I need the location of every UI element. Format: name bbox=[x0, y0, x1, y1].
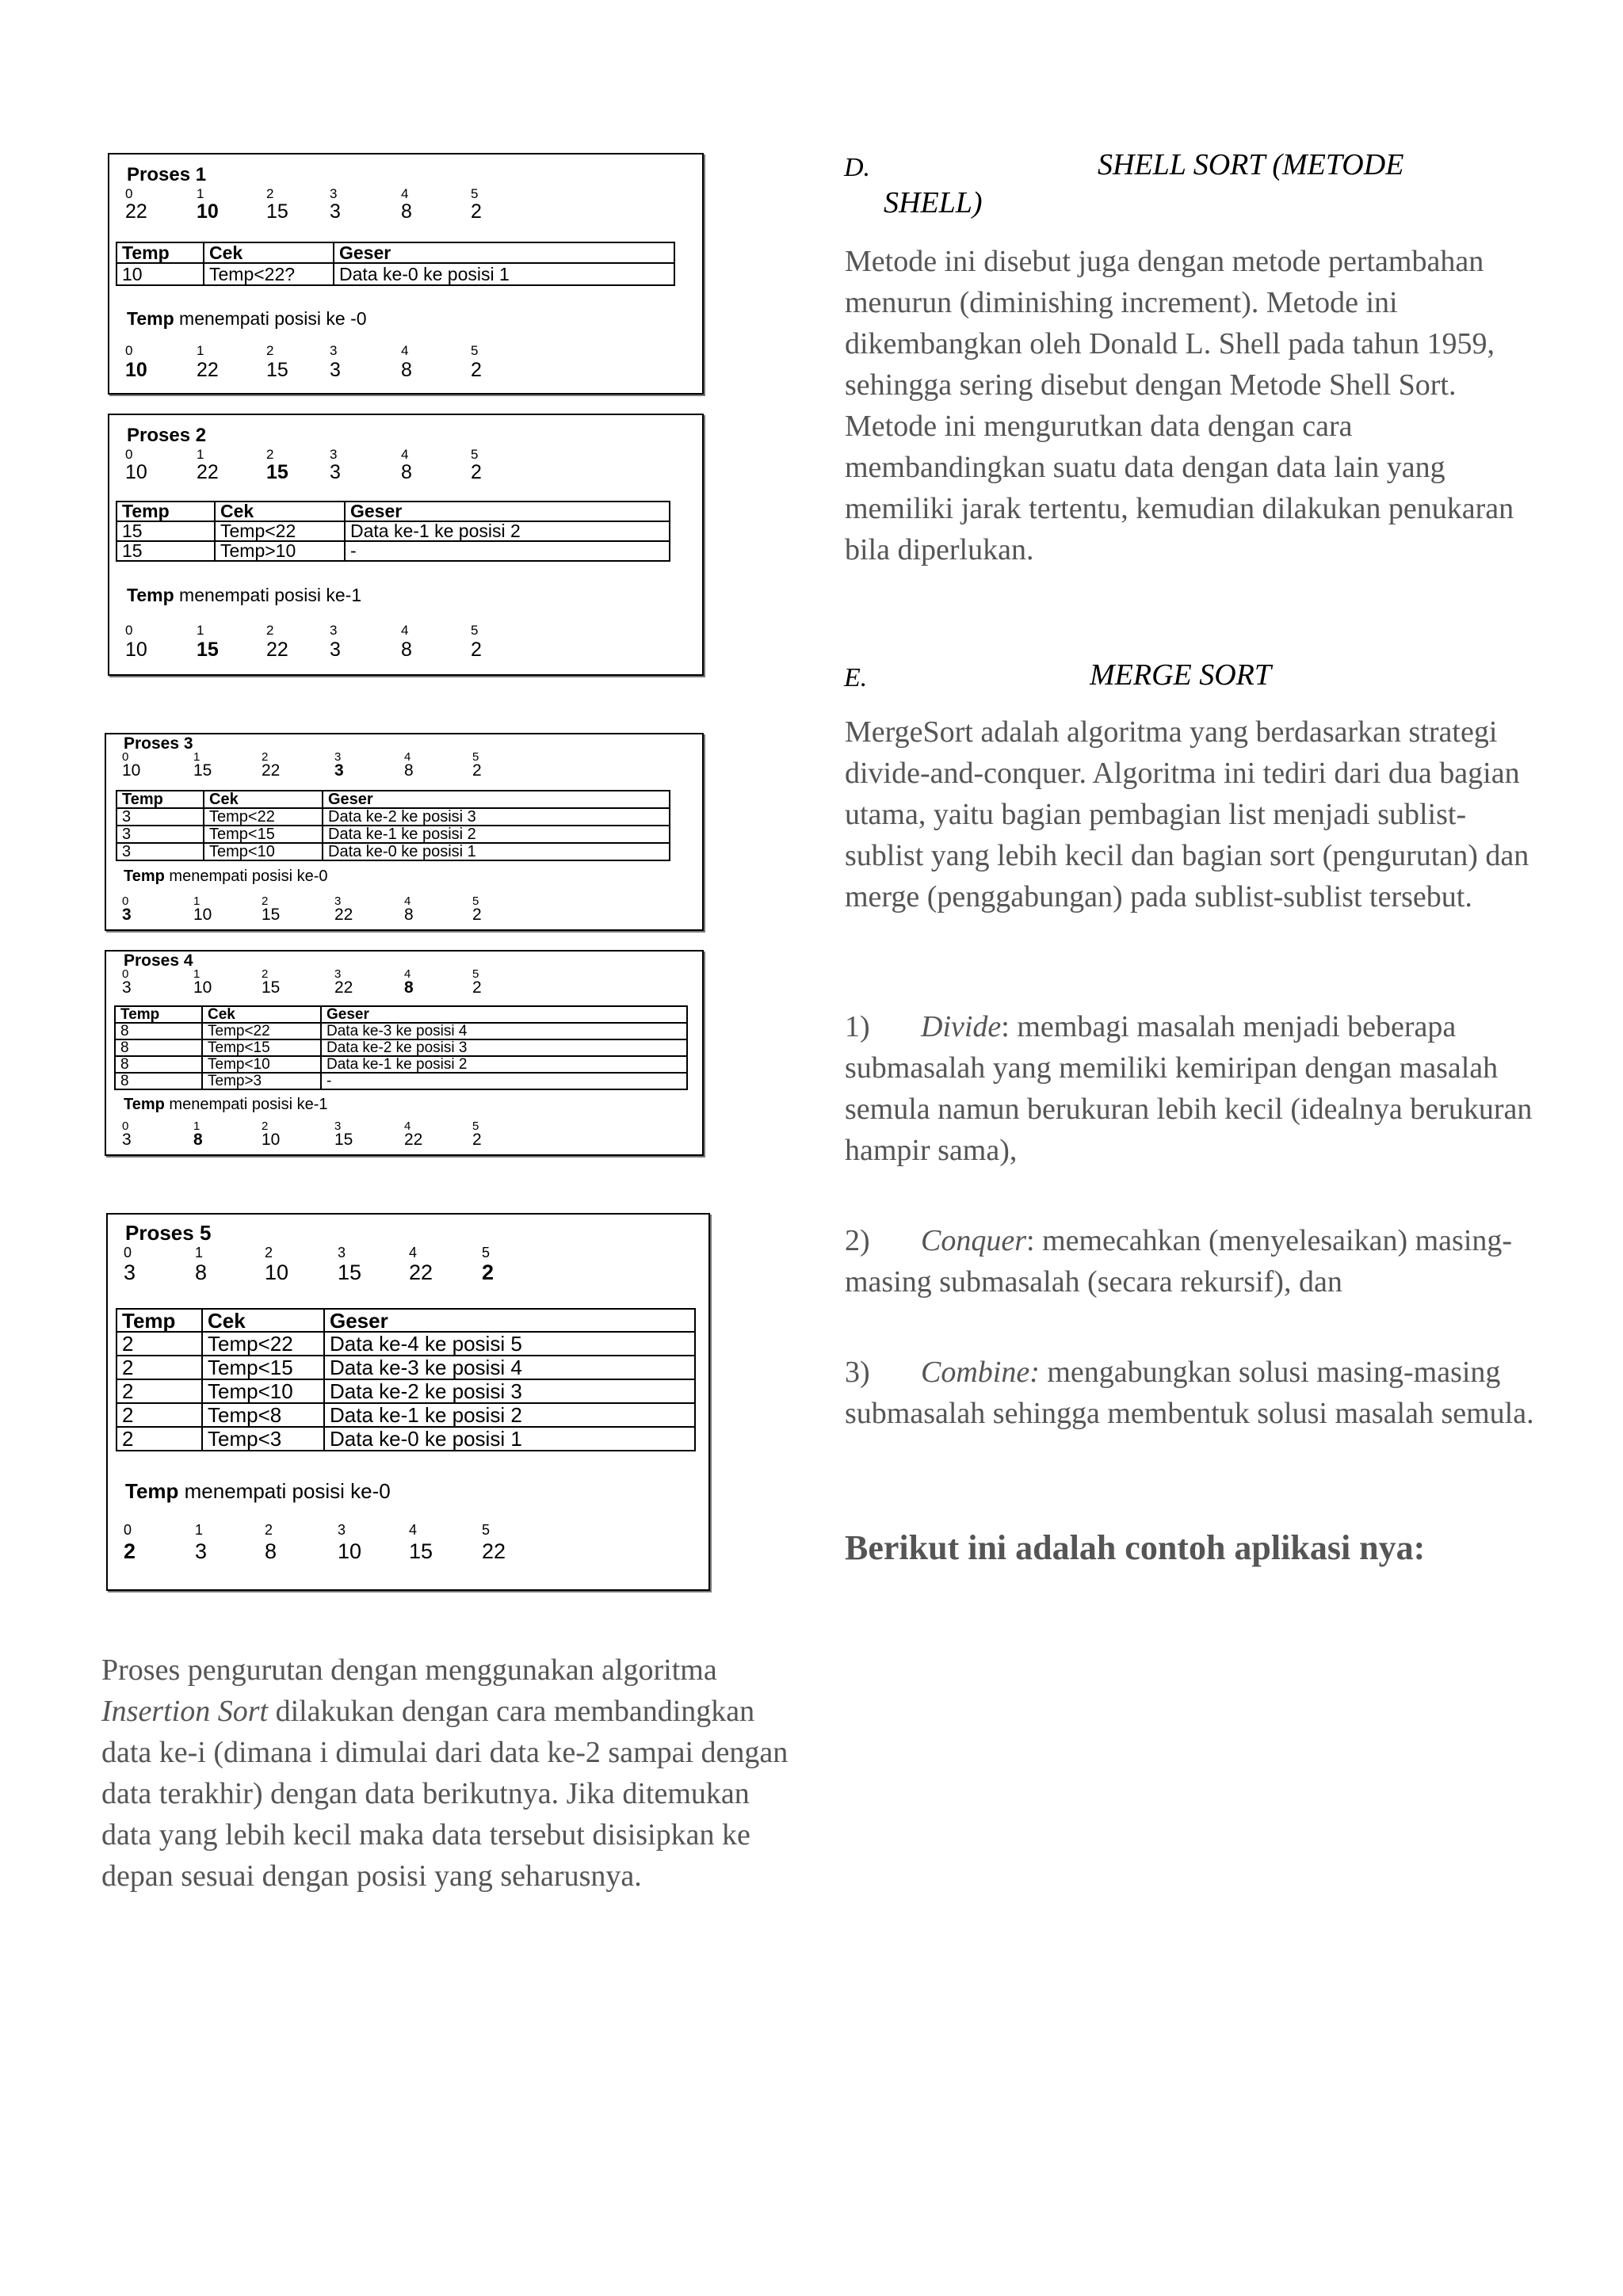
list-term: Combine: bbox=[921, 1356, 1040, 1389]
proses-1-figure bbox=[108, 153, 704, 395]
table-cell: 2 bbox=[116, 1356, 202, 1379]
result-value-row bbox=[125, 359, 702, 381]
merge-sort-heading: MERGE SORT bbox=[1090, 658, 1272, 692]
index-label: 2 bbox=[265, 1522, 273, 1538]
index-label: 1 bbox=[197, 343, 204, 358]
temp-note-bold: Temp bbox=[127, 308, 174, 329]
array-value: 10 bbox=[193, 978, 212, 997]
array-value: 22 bbox=[125, 200, 147, 223]
list-term: Divide bbox=[921, 1010, 1002, 1043]
temp-note-text: menempati posisi ke-0 bbox=[178, 1479, 391, 1503]
proses-4-figure bbox=[105, 950, 704, 1156]
table-cell: Temp<15 bbox=[202, 1039, 321, 1056]
index-label: 2 bbox=[266, 343, 274, 358]
table-cell: Temp<22? bbox=[204, 263, 334, 285]
table-cell: 2 bbox=[116, 1332, 202, 1356]
index-label: 3 bbox=[334, 750, 342, 764]
array-value: 2 bbox=[472, 906, 482, 924]
array-value: 22 bbox=[334, 906, 353, 924]
array-value: 2 bbox=[471, 639, 482, 661]
array-value: 15 bbox=[193, 761, 212, 780]
array-value: 3 bbox=[122, 1131, 132, 1149]
proses-title: Proses 3 bbox=[124, 734, 193, 753]
list-term: Conquer bbox=[921, 1224, 1026, 1257]
index-label: 4 bbox=[404, 967, 411, 981]
table-cell: Temp<22 bbox=[215, 521, 345, 541]
shell-sort-heading-letter bbox=[844, 149, 870, 184]
array-value-current: 3 bbox=[334, 761, 344, 780]
array-value: 2 bbox=[471, 359, 482, 381]
list-text: mengabungkan solusi masing-masing submasalah sehingga membentuk solusi masalah semula. bbox=[845, 1356, 1534, 1430]
table-row bbox=[115, 1056, 687, 1073]
table-cell: Data ke-0 ke posisi 1 bbox=[324, 1427, 695, 1451]
index-label: 5 bbox=[472, 750, 479, 764]
array-value: 10 bbox=[125, 461, 147, 483]
table-row bbox=[115, 1073, 687, 1089]
index-label: 5 bbox=[472, 1119, 479, 1133]
temp-note bbox=[124, 868, 328, 886]
temp-note-bold: Temp bbox=[124, 1096, 165, 1113]
index-label: 2 bbox=[266, 186, 274, 201]
index-label: 3 bbox=[338, 1245, 346, 1261]
table-row bbox=[116, 521, 670, 541]
temp-note-bold: Temp bbox=[127, 585, 174, 605]
list-number: 3) bbox=[845, 1356, 870, 1389]
array-value-inserted: 3 bbox=[122, 906, 132, 924]
result-index-row bbox=[124, 1522, 708, 1541]
table-header: Temp bbox=[116, 502, 215, 521]
index-label: 3 bbox=[334, 894, 342, 908]
index-label: 4 bbox=[404, 1119, 411, 1133]
array-value-inserted: 8 bbox=[193, 1131, 203, 1149]
value-row bbox=[125, 200, 702, 223]
index-label: 1 bbox=[193, 1119, 200, 1133]
table-cell: 15 bbox=[116, 541, 215, 561]
shell-sort-paragraph: Metode ini disebut juga dengan metode pertambahan menurun (diminishing increment). Metode ini dikembangkan oleh Donald L. Shell pada tahun 1959, sehingga sering disebut dengan Metode Shell Sort. Metode ini mengurutkan data dengan cara membandingkan suatu data dengan data lain yang memiliki jarak tertentu, kemudian dilakukan penukaran bila diperlukan. bbox=[845, 245, 1514, 566]
proses-2-figure bbox=[108, 414, 704, 676]
insertion-sort-paragraph bbox=[101, 1650, 791, 1897]
index-label: 3 bbox=[334, 967, 342, 981]
table-header: Geser bbox=[323, 791, 670, 808]
temp-note-text: menempati posisi ke-1 bbox=[164, 1096, 328, 1113]
table-row bbox=[116, 1379, 695, 1403]
list-number: 1) bbox=[845, 1010, 870, 1043]
index-label: 2 bbox=[265, 1245, 273, 1261]
table-header: Geser bbox=[345, 502, 670, 521]
table-header: Temp bbox=[115, 1006, 202, 1023]
index-label: 1 bbox=[193, 967, 200, 981]
array-value: 2 bbox=[472, 978, 482, 997]
array-value: 15 bbox=[262, 978, 281, 997]
table-cell: Data ke-3 ke posisi 4 bbox=[321, 1023, 687, 1039]
index-label: 2 bbox=[262, 750, 269, 764]
array-value: 15 bbox=[334, 1131, 353, 1149]
table-cell: Data ke-4 ke posisi 5 bbox=[324, 1332, 695, 1356]
temp-note-bold: Temp bbox=[124, 868, 165, 885]
index-label: 3 bbox=[338, 1522, 346, 1538]
list-text: membagi masalah menjadi beberapa submasalah yang memiliki kemiripan dengan masalah semula namun berukuran lebih kecil (idealnya berukuran hampir sama), bbox=[845, 1010, 1533, 1167]
temp-note bbox=[127, 308, 367, 330]
table-cell: - bbox=[345, 541, 670, 561]
list-item-conquer bbox=[845, 1220, 1542, 1302]
index-label: 5 bbox=[482, 1522, 491, 1538]
list-text: memecahkan (menyelesaikan) masing-masing submasalah (secara rekursif), dan bbox=[845, 1224, 1513, 1299]
table-cell: 10 bbox=[116, 263, 204, 285]
index-label: 1 bbox=[197, 447, 204, 462]
table-row bbox=[116, 1332, 695, 1356]
shell-sort-heading-line2: SHELL) bbox=[884, 186, 983, 219]
index-label: 4 bbox=[401, 447, 409, 462]
index-label: 2 bbox=[262, 1119, 269, 1133]
list-item-divide bbox=[845, 1006, 1542, 1171]
index-label: 1 bbox=[195, 1245, 204, 1261]
result-value-row bbox=[125, 639, 702, 661]
table-cell: Data ke-2 ke posisi 3 bbox=[323, 808, 670, 826]
temp-note-text: menempati posisi ke-0 bbox=[164, 868, 328, 885]
array-value: 8 bbox=[404, 761, 414, 780]
array-value: 10 bbox=[122, 761, 141, 780]
index-label: 1 bbox=[197, 623, 204, 638]
temp-note bbox=[124, 1096, 328, 1114]
array-value-inserted: 15 bbox=[197, 639, 219, 661]
index-label: 0 bbox=[124, 1522, 132, 1538]
table-header: Cek bbox=[202, 1309, 324, 1332]
array-value: 22 bbox=[409, 1261, 433, 1284]
array-value: 10 bbox=[125, 639, 147, 661]
table-cell: Temp<22 bbox=[202, 1023, 321, 1039]
table-header: Cek bbox=[204, 791, 323, 808]
table-cell: 15 bbox=[116, 521, 215, 541]
index-label: 2 bbox=[262, 894, 269, 908]
table-cell: Temp<22 bbox=[202, 1332, 324, 1356]
table-cell: Data ke-1 ke posisi 2 bbox=[324, 1403, 695, 1427]
table-cell: 8 bbox=[115, 1073, 202, 1089]
array-value: 2 bbox=[472, 761, 482, 780]
array-value: 2 bbox=[472, 1131, 482, 1149]
index-label: 0 bbox=[122, 967, 129, 981]
index-label: 4 bbox=[409, 1245, 418, 1261]
shift-table bbox=[116, 242, 675, 286]
table-row bbox=[115, 1039, 687, 1056]
index-label: 3 bbox=[330, 623, 338, 638]
array-value: 8 bbox=[401, 359, 412, 381]
array-value: 8 bbox=[401, 461, 412, 483]
table-row bbox=[116, 1427, 695, 1451]
table-cell: 8 bbox=[115, 1039, 202, 1056]
array-value-current: 8 bbox=[404, 978, 414, 997]
array-value: 22 bbox=[197, 359, 219, 381]
insertion-sort-term: Insertion Sort bbox=[101, 1695, 269, 1728]
result-value-row bbox=[122, 906, 702, 925]
table-cell: Data ke-0 ke posisi 1 bbox=[334, 263, 674, 285]
array-value: 15 bbox=[262, 906, 281, 924]
list-sep: : bbox=[1026, 1224, 1035, 1257]
value-row bbox=[122, 761, 702, 780]
array-value: 8 bbox=[401, 200, 412, 223]
table-row bbox=[116, 808, 670, 826]
table-cell: - bbox=[321, 1073, 687, 1089]
array-value: 22 bbox=[197, 461, 219, 483]
array-value-current: 2 bbox=[482, 1261, 495, 1284]
index-label: 1 bbox=[197, 186, 204, 201]
index-label: 5 bbox=[482, 1245, 491, 1261]
array-value: 3 bbox=[122, 978, 132, 997]
section-letter: D. bbox=[844, 153, 871, 182]
table-cell: Temp<15 bbox=[204, 826, 323, 843]
table-cell: Temp>10 bbox=[215, 541, 345, 561]
array-value: 3 bbox=[195, 1539, 208, 1563]
array-value: 22 bbox=[262, 761, 281, 780]
shift-table bbox=[114, 1005, 688, 1090]
table-row bbox=[116, 843, 670, 860]
table-cell: Data ke-3 ke posisi 4 bbox=[324, 1356, 695, 1379]
temp-note-text: menempati posisi ke -0 bbox=[174, 308, 367, 329]
array-value: 3 bbox=[330, 461, 341, 483]
table-cell: Temp>3 bbox=[202, 1073, 321, 1089]
array-value-current: 15 bbox=[266, 461, 288, 483]
array-value: 22 bbox=[404, 1131, 423, 1149]
table-cell: Temp<22 bbox=[204, 808, 323, 826]
table-row bbox=[116, 826, 670, 843]
array-value: 15 bbox=[266, 359, 288, 381]
index-label: 3 bbox=[330, 186, 338, 201]
table-header: Geser bbox=[334, 242, 674, 263]
index-label: 4 bbox=[401, 343, 409, 358]
index-label: 3 bbox=[334, 1119, 342, 1133]
array-value: 15 bbox=[338, 1261, 362, 1284]
result-value-row bbox=[124, 1539, 708, 1563]
shell-sort-heading: SHELL SORT (METODE bbox=[1098, 148, 1404, 181]
index-label: 4 bbox=[401, 623, 409, 638]
table-cell: Temp<10 bbox=[202, 1379, 324, 1403]
merge-sort-paragraph: MergeSort adalah algoritma yang berdasarkan strategi divide-and-conquer. Algoritma ini tediri dari dua bagian utama, yaitu bagian pembagian list menjadi sublist-sublist yang lebih kecil dan bagian sort (pengurutan) dan merge (penggabungan) pada sublist-sublist tersebut. bbox=[845, 715, 1529, 913]
index-label: 0 bbox=[124, 1245, 132, 1261]
array-value: 10 bbox=[265, 1261, 289, 1284]
array-value: 2 bbox=[471, 200, 482, 223]
table-header: Temp bbox=[116, 1309, 202, 1332]
index-label: 5 bbox=[472, 967, 479, 981]
temp-note-text: menempati posisi ke-1 bbox=[174, 585, 362, 605]
index-label: 5 bbox=[472, 894, 479, 908]
table-cell: 8 bbox=[115, 1056, 202, 1073]
list-number: 2) bbox=[845, 1224, 870, 1257]
shift-table bbox=[116, 790, 670, 861]
merge-sort-heading-letter bbox=[844, 659, 867, 694]
table-cell: Data ke-2 ke posisi 3 bbox=[324, 1379, 695, 1403]
section-letter: E. bbox=[844, 663, 868, 692]
temp-note bbox=[125, 1479, 391, 1504]
array-value: 3 bbox=[330, 639, 341, 661]
table-header: Temp bbox=[116, 791, 204, 808]
table-cell: Temp<8 bbox=[202, 1403, 324, 1427]
table-cell: 2 bbox=[116, 1427, 202, 1451]
index-label: 5 bbox=[471, 343, 479, 358]
array-value: 8 bbox=[404, 906, 414, 924]
table-row bbox=[116, 263, 674, 285]
table-row bbox=[116, 1403, 695, 1427]
table-cell: 3 bbox=[116, 808, 204, 826]
index-label: 4 bbox=[401, 186, 409, 201]
table-cell: 3 bbox=[116, 826, 204, 843]
table-header: Geser bbox=[324, 1309, 695, 1332]
array-value: 10 bbox=[193, 906, 212, 924]
temp-note bbox=[127, 585, 361, 606]
table-cell: Data ke-1 ke posisi 2 bbox=[321, 1056, 687, 1073]
array-value: 15 bbox=[409, 1539, 433, 1563]
array-value: 3 bbox=[330, 359, 341, 381]
array-value: 22 bbox=[334, 978, 353, 997]
value-row bbox=[122, 978, 702, 997]
table-header: Temp bbox=[116, 242, 204, 263]
index-label: 5 bbox=[471, 186, 479, 201]
index-label: 2 bbox=[262, 967, 269, 981]
table-cell: 2 bbox=[116, 1379, 202, 1403]
index-label: 0 bbox=[125, 343, 133, 358]
array-value: 8 bbox=[265, 1539, 277, 1563]
index-label: 4 bbox=[409, 1522, 418, 1538]
array-value: 15 bbox=[266, 200, 288, 223]
index-label: 0 bbox=[125, 623, 133, 638]
array-value: 2 bbox=[471, 461, 482, 483]
table-header: Geser bbox=[321, 1006, 687, 1023]
proses-title: Proses 4 bbox=[124, 952, 193, 970]
array-value-inserted: 2 bbox=[124, 1539, 136, 1563]
list-sep: : bbox=[1001, 1010, 1010, 1043]
array-value: 3 bbox=[330, 200, 341, 223]
table-cell: Temp<10 bbox=[204, 843, 323, 860]
array-value: 8 bbox=[195, 1261, 208, 1284]
table-cell: 2 bbox=[116, 1403, 202, 1427]
temp-note-bold: Temp bbox=[125, 1479, 179, 1503]
table-cell: Data ke-1 ke posisi 2 bbox=[345, 521, 670, 541]
table-cell: Data ke-0 ke posisi 1 bbox=[323, 843, 670, 860]
value-row bbox=[125, 461, 702, 483]
shift-table bbox=[116, 1308, 696, 1451]
table-row bbox=[115, 1023, 687, 1039]
table-cell: 3 bbox=[116, 843, 204, 860]
array-value-current: 10 bbox=[197, 200, 219, 223]
array-value: 10 bbox=[262, 1131, 281, 1149]
example-heading: Berikut ini adalah contoh aplikasi nya: bbox=[845, 1528, 1426, 1567]
array-value: 22 bbox=[482, 1539, 506, 1563]
table-cell: Temp<3 bbox=[202, 1427, 324, 1451]
index-label: 3 bbox=[330, 343, 338, 358]
insertion-text-part1: Proses pengurutan dengan menggunakan algoritma bbox=[101, 1653, 717, 1687]
table-header: Cek bbox=[204, 242, 334, 263]
array-value: 3 bbox=[124, 1261, 136, 1284]
insertion-text-part2: dilakukan dengan cara membandingkan data ke-i (dimana i dimulai dari data ke-2 sampai dengan data terakhir) dengan data berikutnya. Jika ditemukan data yang lebih kecil maka data tersebut disisipkan ke depan sesuai dengan posisi yang seharusnya. bbox=[101, 1695, 789, 1893]
list-item-combine bbox=[845, 1352, 1542, 1434]
table-cell: Temp<15 bbox=[202, 1356, 324, 1379]
index-label: 3 bbox=[330, 447, 338, 462]
index-label: 0 bbox=[122, 1119, 129, 1133]
array-value: 8 bbox=[401, 639, 412, 661]
result-value-row bbox=[122, 1131, 702, 1150]
index-label: 0 bbox=[125, 447, 133, 462]
index-label: 4 bbox=[404, 894, 411, 908]
index-label: 5 bbox=[471, 447, 479, 462]
table-cell: 8 bbox=[115, 1023, 202, 1039]
index-label: 0 bbox=[122, 750, 129, 764]
index-label: 1 bbox=[195, 1522, 204, 1538]
table-header: Cek bbox=[215, 502, 345, 521]
value-row bbox=[124, 1261, 708, 1284]
table-row bbox=[116, 541, 670, 561]
proses-title: Proses 5 bbox=[125, 1221, 212, 1245]
index-label: 5 bbox=[471, 623, 479, 638]
table-cell: Data ke-1 ke posisi 2 bbox=[323, 826, 670, 843]
table-cell: Temp<10 bbox=[202, 1056, 321, 1073]
array-value-inserted: 10 bbox=[125, 359, 147, 381]
proses-title: Proses 2 bbox=[127, 425, 207, 446]
proses-title: Proses 1 bbox=[127, 164, 207, 185]
index-label: 1 bbox=[193, 750, 200, 764]
index-label: 0 bbox=[122, 894, 129, 908]
array-value: 22 bbox=[266, 639, 288, 661]
table-row bbox=[116, 1356, 695, 1379]
table-cell: Data ke-2 ke posisi 3 bbox=[321, 1039, 687, 1056]
array-value: 10 bbox=[338, 1539, 362, 1563]
proses-5-figure bbox=[106, 1213, 710, 1591]
index-label: 0 bbox=[125, 186, 133, 201]
index-label: 4 bbox=[404, 750, 411, 764]
proses-3-figure bbox=[105, 733, 704, 931]
index-label: 2 bbox=[266, 623, 274, 638]
index-label: 2 bbox=[266, 447, 274, 462]
index-label: 1 bbox=[193, 894, 200, 908]
shift-table bbox=[116, 501, 670, 562]
table-header: Cek bbox=[202, 1006, 321, 1023]
